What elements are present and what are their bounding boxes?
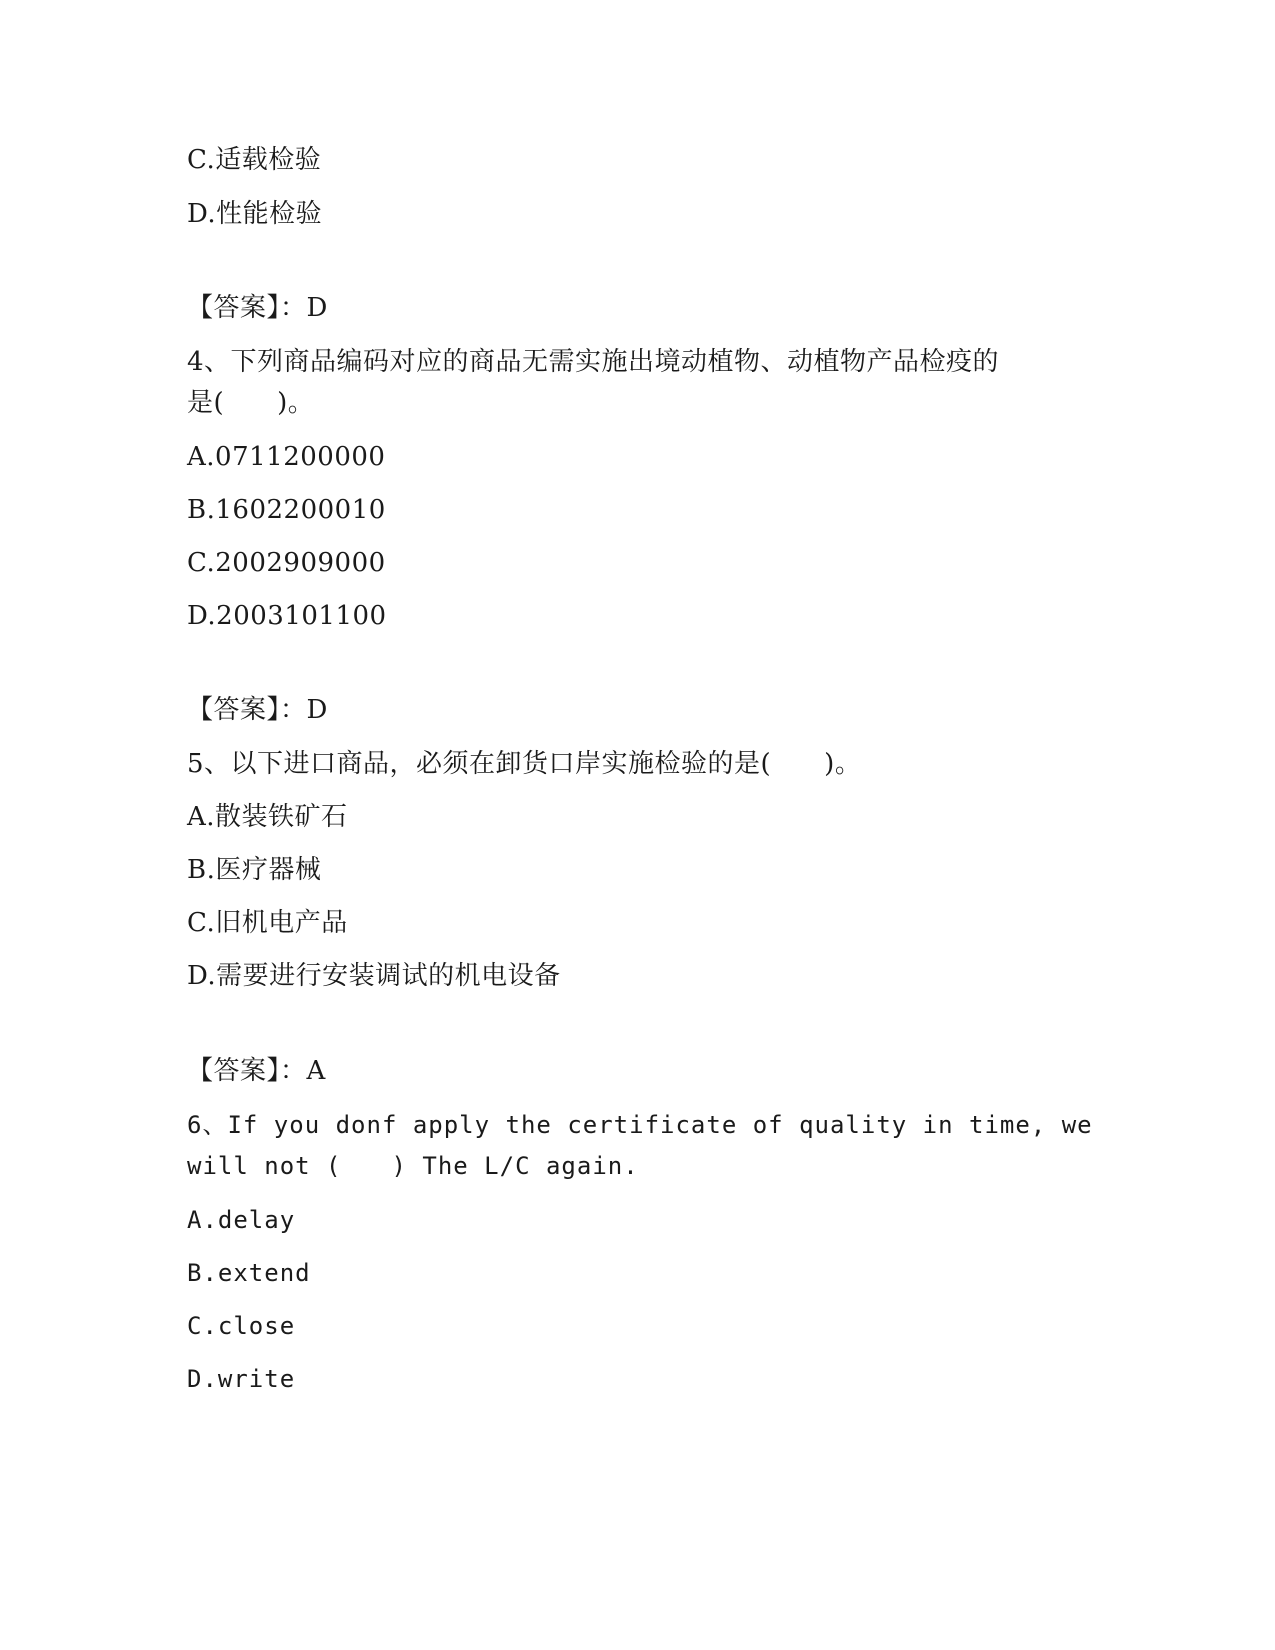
q4-answer: 【答案】：D: [187, 695, 328, 725]
q4-stem-line1: 4、下列商品编码对应的商品无需实施出境动植物、动植物产品检疫的: [187, 347, 1000, 377]
q5-answer: 【答案】：A: [187, 1056, 326, 1086]
q4-option-c: C.2002909000: [187, 548, 386, 578]
q4-option-d: D.2003101100: [187, 601, 387, 631]
q6-option-b: B.extend: [187, 1259, 311, 1287]
q3-option-c: C.适载检验: [187, 145, 322, 175]
q5-option-d: D.需要进行安装调试的机电设备: [187, 961, 561, 991]
q6-option-a: A.delay: [187, 1206, 296, 1234]
q6-stem-line2: will not ( ) The L/C again.: [187, 1152, 639, 1180]
q4-stem-line2: 是( )。: [187, 388, 315, 418]
q6-option-c: C.close: [187, 1312, 296, 1340]
q5-option-b: B.医疗器械: [187, 855, 322, 885]
q4-option-b: B.1602200010: [187, 495, 386, 525]
q6-stem-line1: 6、If you donf apply the certificate of quality in time, we: [187, 1111, 1093, 1139]
q3-option-d: D.性能检验: [187, 199, 323, 229]
q5-stem: 5、以下进口商品，必须在卸货口岸实施检验的是( )。: [187, 749, 862, 779]
q5-option-a: A.散装铁矿石: [187, 802, 348, 832]
q5-option-c: C.旧机电产品: [187, 908, 348, 938]
q4-option-a: A.0711200000: [187, 442, 386, 472]
q3-answer: 【答案】：D: [187, 293, 328, 323]
q6-option-d: D.write: [187, 1365, 296, 1393]
